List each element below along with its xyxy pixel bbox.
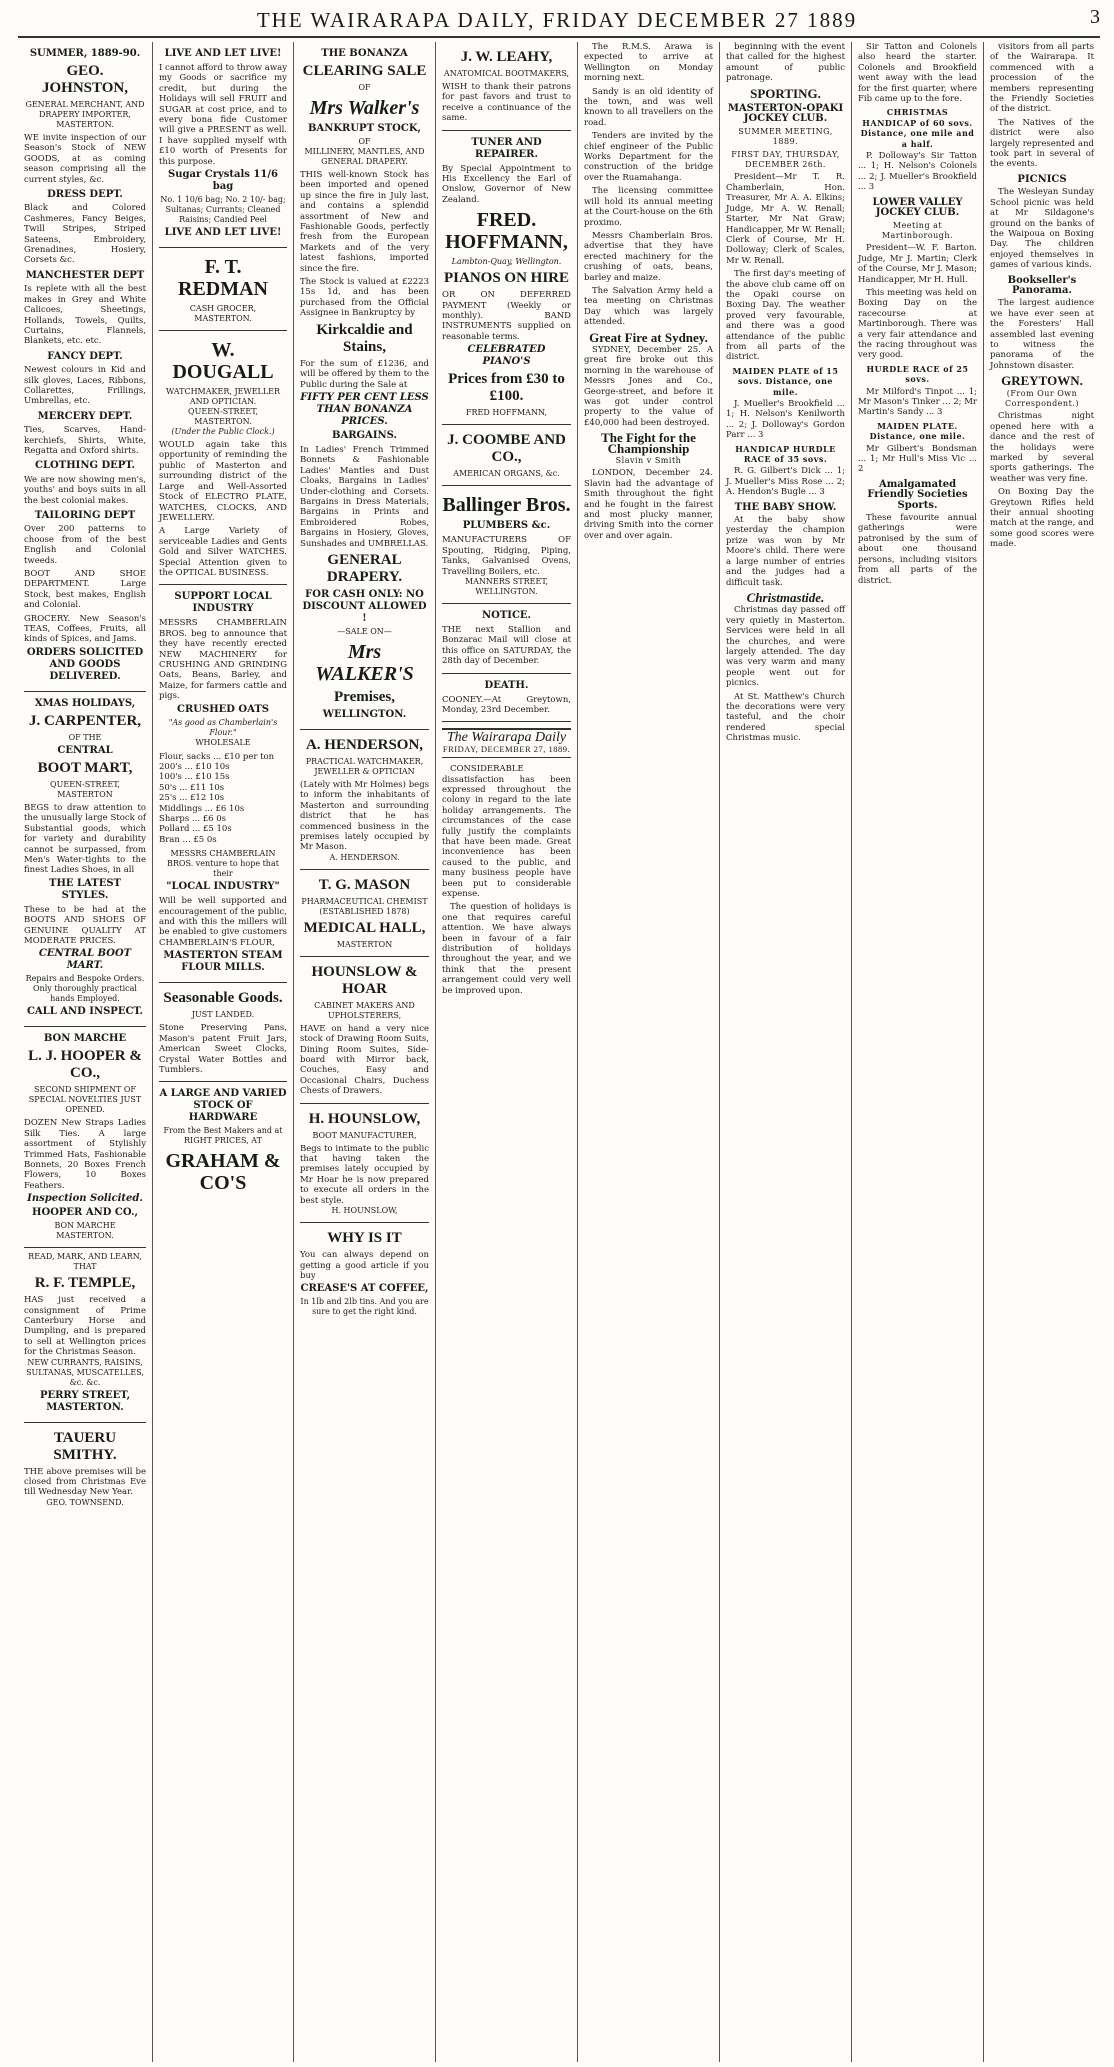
price-row: Sharps ... £6 0s	[159, 814, 227, 825]
ad-title: BOOT MART,	[37, 759, 133, 776]
dept-text: Newest colours in Kid and silk gloves, Laces, Ribbons, Collarettes, Frillings, Umbrellas, etc.	[24, 365, 146, 407]
news-heading: MASTERTON-OPAKI JOCKEY CLUB.	[727, 103, 844, 125]
ad-text: CENTRAL BOOT MART.	[38, 948, 132, 972]
ad-body: OR ON DEFERRED PAYMENT (Weekly or monthly). BAND INSTRUMENTS supplied on reasonable terms.	[442, 290, 571, 342]
news-paragraph: The licensing committee will hold its annual meeting at the Court-house on the 6th proximo.	[584, 186, 713, 228]
ad-body: BEGS to draw attention to the unusually large Stock of Substantial goods, which for variety and durability cannot be surpassed, from Men's Water-tights to the finest Ladies Shoes, in all	[24, 802, 146, 876]
ad-text: HOOPER AND CO.,	[32, 1207, 138, 1219]
column-2	[152, 42, 293, 2062]
ad-carpenter	[24, 692, 146, 1027]
ad-title: PIANOS ON HIRE	[443, 270, 570, 287]
ad-title: GRAHAM & CO'S	[165, 1150, 281, 1195]
ad-subtitle: GENERAL MERCHANT, AND DRAPERY IMPORTER,	[25, 100, 145, 119]
price-row: Pollard ... £5 10s	[159, 824, 232, 835]
ad-text: MESSRS CHAMBERLAIN BROS. venture to hope that their	[167, 849, 279, 879]
ad-subtitle: AMERICAN ORGANS, &c.	[453, 469, 560, 479]
news-paragraph: The R.M.S. Arawa is expected to arrive at Wellington on Monday morning next.	[584, 42, 713, 84]
ad-body: THE above premises will be closed from Christmas Eve till Wednesday New Year.	[24, 1466, 146, 1498]
ad-title: TAUERU SMITHY.	[53, 1429, 117, 1463]
dept-text: Black and Colored Cashmeres, Fancy Beiges, Twill Stripes, Striped Sateens, Embroidery, Grenadines, Hosiery, Corsets &c.	[24, 203, 146, 266]
ad-heading: THE BONANZA	[321, 48, 408, 59]
ad-title: Premises,	[334, 688, 395, 705]
ad-text: MILLINERY, MANTLES, AND GENERAL DRAPERY.	[304, 147, 425, 166]
column-3	[293, 42, 435, 2062]
ad-body: WE invite inspection of our Season's Stock of NEW GOODS, at as coming season comprising all the current styles, &c.	[24, 133, 146, 185]
ad-body: HAS just received a consignment of Prime Canterbury Horse and Dumpling, and is prepared to sell at Wellington prices for the Christmas Season.	[24, 1295, 146, 1358]
editorial-paragraph: The question of holidays is one that requires careful attention. We have always been in favour of a fair distribution of holidays throughout the year, and we think that the present arrangement could very well be improved upon.	[442, 902, 571, 996]
ad-text: OF	[358, 137, 371, 146]
ad-crease	[300, 1223, 429, 1323]
news-heading: LOWER VALLEY JOCKEY CLUB.	[872, 196, 963, 219]
ad-body: HAVE on hand a very nice stock of Drawing Room Suits, Dining Room Suites, Side-board with Mirror back, Couches, Easy and Occasional Chairs, Duchess Chests of Drawers.	[300, 1023, 429, 1097]
dept-text: We are now showing men's, youths' and boys suits in all the best colonial makes.	[24, 474, 146, 506]
ad-redman	[159, 248, 287, 331]
ad-body: Stone Preserving Pans, Mason's patent Fruit Jars, American Sweet Clocks, Crystal Water Bottles and Tumblers.	[159, 1023, 287, 1075]
ad-body: I cannot afford to throw away my Goods or sacrifice my credit, but during the Holidays will sell FRUIT and SUGAR at cost price, and to every bona fide Customer will give a PRESENT as well. I have supplied myself with £10 worth of Presents for this purpose.	[159, 63, 287, 167]
race-results: Mr Gilbert's Bondsman ... 1; Mr Hull's Miss Vic ... 2	[858, 443, 977, 475]
dept-heading: MANCHESTER DEPT	[25, 269, 145, 281]
dept-text: Is replete with all the best makes in Grey and White Calicoes, Sheetings, Hollands, Towels, Quilts, Curtains, Flannels, Blankets, etc. etc.	[24, 284, 146, 347]
news-heading: The Fight for the Championship	[601, 430, 696, 456]
news-paragraph: visitors from all parts of the Wairarapa. It commenced with a procession of the members representing the Friendly Societies of the district.	[990, 42, 1094, 115]
race-results: J. Mueller's Brookfield ... 1; H. Nelson's Kenilworth ... 2; J. Dolloway's Gordon Parr ... 3	[726, 399, 845, 441]
editorial-paragraph: CONSIDERABLE dissatisfaction has been expressed throughout the colony in regard to the late holiday arrangements. The circumstances of the case fully justify the complaints that have been made. Great inconvenience has been caused to the public, and many business people have been put to considerable expense.	[442, 764, 571, 900]
death-text: COONEY.—At Greytown, Monday, 23rd December.	[442, 694, 571, 715]
ad-subtitle: WATCHMAKER, JEWELLER AND OPTICIAN.	[165, 387, 281, 407]
ad-support-local-industry	[159, 585, 287, 983]
editorial-date: FRIDAY, DECEMBER 27, 1889.	[442, 743, 571, 754]
price-row: 100's ... £10 15s	[159, 772, 230, 783]
ad-title: Seasonable Goods.	[163, 990, 283, 1007]
ad-title: T. G. MASON	[318, 876, 411, 893]
flour-price-list	[159, 752, 287, 846]
news-heading: GREYTOWN.	[1001, 373, 1083, 389]
race-title: MAIDEN PLATE. Distance, one mile.	[869, 420, 966, 442]
news-paragraph: Sandy is an old identity of the town, and was well known to all travellers on the road.	[584, 86, 713, 128]
ad-text: CALL AND INSPECT.	[26, 1006, 144, 1018]
news-heading: Christmastide.	[746, 589, 825, 605]
news-subheading: Slavin v Smith	[615, 456, 682, 466]
ad-text: FIFTY PER CENT LESS THAN BONANZA PRICES.	[300, 391, 429, 427]
ad-title: FRED. HOFFMANN,	[445, 209, 568, 254]
news-paragraph: This meeting was held on Boxing Day on the racecourse at Martinborough. There was a very fair attendance and the racing throughout was very good.	[858, 287, 977, 361]
ad-season: SUMMER, 1889-90.	[29, 48, 141, 59]
ad-heading: A LARGE AND VARIED STOCK OF HARDWARE	[159, 1088, 287, 1124]
price-row: 50's ... £11 10s	[159, 782, 225, 793]
ad-hoffmann	[442, 131, 571, 426]
ad-text: MASTERTON.	[56, 1231, 114, 1241]
column-8	[983, 42, 1100, 2062]
ad-body: The Stock is valued at £2223 15s 1d, and has been purchased from the Official Assignee in Bankruptcy by	[300, 277, 429, 319]
news-paragraph: At St. Matthew's Church the decorations were very tasteful, and the choir rendered special Christmas music.	[726, 691, 845, 744]
ad-body: For the sum of £1236, and will be offered by them to the Public during the Sale at	[300, 358, 429, 390]
dept-heading: FANCY DEPT.	[47, 350, 123, 362]
ad-text: MASTERTON STEAM FLOUR MILLS.	[163, 950, 283, 974]
ad-heading: SUPPORT LOCAL INDUSTRY	[174, 591, 272, 615]
ad-leahy	[442, 42, 571, 131]
notice-heading: NOTICE.	[481, 609, 532, 621]
ad-title: A. HENDERSON,	[305, 736, 424, 753]
news-paragraph: These favourite annual gatherings were patronised by the sum of about one thousand persons, including visitors from all parts of the district.	[858, 513, 977, 586]
news-subheading: (From Our Own Correspondent.)	[1005, 388, 1079, 408]
dept-heading: CLOTHING DEPT.	[35, 460, 135, 472]
ad-title: WHY IS IT	[327, 1230, 402, 1247]
ad-subtitle: JUST LANDED.	[191, 1010, 255, 1020]
dept-heading: TAILORING DEPT	[34, 510, 136, 521]
ad-title: R. F. TEMPLE,	[34, 1275, 136, 1292]
news-paragraph: Tenders are invited by the chief engineer of the Public Works Department for the construction of the bridge over the Ruamahanga.	[584, 131, 713, 183]
ad-body: DOZEN New Straps Ladies Silk Ties. A large assortment of Stylishly Trimmed Hats, Fashionable Bonnets, 20 Boxes French Flowers, 10 Boxes Feathers.	[24, 1118, 146, 1191]
news-paragraph: At the baby show yesterday the champion prize was won by Mr Moore's child. There were a large number of entries and the judges had a difficult task.	[726, 515, 845, 588]
page-number: 3	[1090, 6, 1100, 28]
ad-bonanza	[300, 42, 429, 730]
death-notice	[442, 674, 571, 723]
ad-live-and-let-live	[159, 42, 287, 248]
ad-text: Lambton-Quay, Wellington.	[451, 257, 562, 267]
ad-subtitle: CASH GROCER,	[189, 304, 257, 314]
dept-text: GROCERY. New Season's TEAS, Coffees, Fruits, all kinds of Spices, and Jams.	[24, 613, 146, 645]
ad-address: QUEEN-STREET, MASTERTON	[50, 779, 120, 799]
news-paragraph: Messrs Chamberlain Bros. advertise that they have erected machinery for the crushing of oats, beans, barley and maize.	[584, 230, 713, 283]
ad-footer: ORDERS SOLICITED AND GOODS DELIVERED.	[26, 646, 144, 682]
ad-body: Will be well supported and encouragement of the public, and with this the millers will be enabled to give customers CHAMBERLAIN'S FLOUR,	[159, 896, 287, 948]
price-row: 200's ... £10 10s	[159, 762, 230, 772]
ad-text: WHOLESALE	[195, 737, 251, 747]
race-results: R. G. Gilbert's Dick ... 1; J. Mueller's Miss Rose ... 2; A. Hendon's Bugle ... 3	[726, 466, 845, 498]
ad-heading: BON MARCHE	[43, 1033, 127, 1045]
masthead-rule	[18, 36, 1100, 38]
race-results: Mr Milford's Tinpot ... 1; Mr Mason's Tinker ... 2; Mr Martin's Sandy ... 3	[858, 386, 977, 418]
news-paragraph: The Natives of the district were also largely represented and took part in several of the events.	[990, 117, 1094, 170]
ad-text: H. HOUNSLOW,	[331, 1206, 398, 1216]
ad-body: These to be had at the BOOTS AND SHOES OF GENUINE QUALITY AT MODERATE PRICES.	[24, 904, 146, 946]
ad-text: FRED HOFFMANN,	[465, 408, 547, 418]
ad-title: J. W. LEAHY,	[460, 49, 553, 65]
ad-seasonable-goods	[159, 983, 287, 1082]
dept-text: Over 200 patterns to choose from of the best English and Colonial tweeds.	[24, 524, 146, 566]
ad-text: OF THE	[68, 732, 102, 742]
ad-title: Mrs Walker's	[309, 97, 420, 119]
ad-body: MESSRS CHAMBERLAIN BROS. beg to announce that they have recently erected NEW MACHINERY for CRUSHING AND GRINDING Oats, Beans, Barley, and Maize, for farmers cattle and pigs.	[159, 618, 287, 702]
ad-subtitle: ANATOMICAL BOOTMAKERS,	[443, 69, 570, 78]
ad-taueru	[24, 1423, 146, 1514]
section-heading: SPORTING.	[750, 85, 821, 101]
ad-subtitle: PRACTICAL WATCHMAKER, JEWELLER & OPTICIAN	[305, 756, 424, 776]
ad-title: CLEARING SALE	[302, 63, 427, 79]
ad-title: GENERAL DRAPERY.	[326, 551, 403, 585]
ad-title: W. DOUGALL	[172, 339, 274, 384]
ad-body: WISH to thank their patrons for past favors and trust to receive a continuance of the same.	[442, 82, 571, 124]
ad-address: MANNERS STREET, WELLINGTON.	[464, 576, 549, 596]
ad-coombe	[442, 425, 571, 486]
notice-text: THE next Stallion and Bonzarac Mail will close at this office on SATURDAY, the 28th day of December.	[442, 624, 571, 667]
dept-heading: DRESS DEPT.	[47, 189, 123, 201]
ad-title: J. COOMBE AND CO.,	[447, 432, 566, 466]
column-5	[577, 42, 719, 2062]
ad-geo-johnston	[24, 42, 146, 692]
ad-text: CREASE'S AT COFFEE,	[300, 1283, 429, 1295]
ad-body: WOULD again take this opportunity of reminding the public of Masterton and surrounding district of the Large and Well-Assorted Stock of ELECTRO PLATE, WATCHES, CLOCKS, AND JEWELLERY.	[159, 440, 287, 523]
news-paragraph: On Boxing Day the Greytown Rifles held their annual shooting match at the range, and some good scores were made.	[990, 487, 1094, 550]
news-paragraph: Sir Tatton and Colonels also heard the starter. Colonels and Brookfield went away with the lead for the first quarter, where Fib came up to the fore.	[858, 42, 977, 105]
ad-title: Ballinger Bros.	[442, 494, 571, 517]
column-7	[851, 42, 983, 2062]
news-paragraph: LONDON, December 24. Slavin had the advantage of Smith throughout the fight and he fought in the fairest and most plucky manner, driving Smith into the corner over and over again.	[584, 468, 713, 541]
ad-text: Only thoroughly practical hands Employed.	[33, 984, 137, 1004]
news-paragraph: The largest audience we have ever seen at the Foresters' Hall assembled last evening to witness the panorama of the Johnstown disaster.	[990, 298, 1094, 371]
ad-subtitle: PHARMACEUTICAL CHEMIST	[301, 896, 428, 906]
column-4	[435, 42, 577, 2062]
ad-body: MANUFACTURERS OF Spouting, Ridging, Piping, Tanks, Galvanised Ovens, Travelling Boilers, etc.	[442, 535, 571, 577]
ad-body: In Ladies' French Trimmed Bonnets & Fashionable Ladies' Mantles and Dust Cloaks, Bargains in Ladies' Under-clothing and Corsets. Bargains in Dress Materials, Bargains in Prints and Embroidered Robes, Bargains in Hosiery, Gloves, Sunshades and UMBRELLAS.	[300, 444, 429, 549]
column-1	[18, 42, 152, 2062]
price-row: Bran ... £5 0s	[159, 834, 217, 845]
ad-body: You can always depend on getting a good article if you buy	[300, 1250, 429, 1281]
ad-hounslow-hoar	[300, 957, 429, 1104]
ad-text: OF	[358, 83, 371, 92]
ad-town: MASTERTON.	[56, 120, 114, 129]
ad-heading: TUNER AND REPAIRER.	[471, 136, 542, 160]
ad-text: CENTRAL	[57, 744, 113, 756]
ad-text: BARGAINS.	[332, 429, 397, 441]
ad-text: Inspection Solicited.	[27, 1193, 143, 1205]
ad-title: J. CARPENTER,	[28, 712, 142, 729]
notice	[442, 604, 571, 674]
news-paragraph: The Wesleyan Sunday School picnic was held at Mr Sildagone's ground on the banks of the Waipoua on Boxing Day. The children enjoyed themselves in games of various kinds.	[990, 187, 1094, 271]
ad-body: A Large Variety of serviceable Ladies and Gents Gold and Silver WATCHES. Special Attention given to the OPTICAL BUSINESS.	[159, 526, 287, 578]
ad-town: MASTERTON	[336, 939, 393, 949]
ad-henderson	[300, 730, 429, 870]
ad-text: THE LATEST STYLES.	[49, 877, 121, 901]
ad-subtitle: CABINET MAKERS AND UPHOLSTERERS,	[314, 1000, 415, 1020]
news-subheading: Meeting at Martinborough.	[881, 220, 954, 240]
ad-body: THIS well-known Stock has been imported and opened up since the fire in July last, and contains a splendid assortment of New and Fashionable Goods, perfectly fresh from the European Markets and of the very latest fashions, imported since the fire.	[300, 170, 429, 274]
race-title: CHRISTMAS HANDICAP of 60 sovs. Distance, one mile and a half.	[860, 107, 975, 149]
ad-text: GEO. TOWNSEND.	[46, 1497, 124, 1507]
ad-hounslow	[300, 1104, 429, 1223]
ad-text: FOR CASH ONLY: NO DISCOUNT ALLOWED !	[302, 588, 427, 624]
ad-ballinger	[442, 486, 571, 604]
ad-body: (Lately with Mr Holmes) begs to inform the inhabitants of Masterton and surrounding district that he has commenced business in the premises lately occupied by Mr Mason.	[300, 779, 429, 853]
news-paragraph: SYDNEY, December 25. A great fire broke out this morning in the warehouse of Messrs Jones and Co., George-street, and before it was got under control property to the value of £40,000 had been destroyed.	[584, 344, 713, 428]
ad-mason	[300, 870, 429, 957]
dept-heading: MERCERY DEPT.	[37, 410, 133, 422]
news-heading: THE BABY SHOW.	[734, 501, 837, 513]
race-title: HANDICAP HURDLE RACE of 35 sovs.	[735, 443, 836, 465]
ad-body: Begs to intimate to the public that having taken the premises lately occupied by Mr Hoar he is now prepared to execute all orders in the best style.	[300, 1143, 429, 1206]
ad-text: In 1lb and 2lb tins. And you are sure to get the right kind.	[300, 1297, 429, 1317]
news-paragraph: The Salvation Army held a tea meeting on Christmas Day which was largely attended.	[584, 285, 713, 328]
ad-text: CELEBRATED PIANO'S	[467, 344, 546, 368]
race-results: P. Dolloway's Sir Tatton ... 1; H. Nelson's Colonels ... 2; J. Mueller's Brookfield ... 3	[858, 151, 977, 193]
race-title: MAIDEN PLATE of 15 sovs. Distance, one mile.	[732, 365, 839, 397]
ad-bon-marche	[24, 1027, 146, 1248]
news-paragraph: beginning with the event that called for the highest amount of public patronage.	[726, 42, 845, 84]
ad-title: Kirkcaldie and Stains,	[316, 321, 413, 355]
ad-subtitle: BOOT MANUFACTURER,	[312, 1130, 417, 1140]
ad-subtitle: SECOND SHIPMENT OF SPECIAL NOVELTIES JUST OPENED.	[28, 1085, 142, 1115]
ad-title: HOUNSLOW & HOAR	[311, 963, 418, 997]
ad-title: Prices from £30 to £100.	[448, 371, 565, 405]
ad-text: —SALE ON—	[337, 626, 392, 636]
ad-text: BANKRUPT STOCK,	[307, 123, 422, 134]
editorial-title: The Wairarapa Daily	[446, 730, 567, 746]
ad-text: "LOCAL INDUSTRY"	[166, 881, 280, 893]
ad-address: QUEEN-STREET, MASTERTON.	[188, 407, 258, 427]
ad-title: F. T. REDMAN	[178, 256, 268, 301]
ad-title: L. J. HOOPER & CO.,	[28, 1048, 142, 1082]
ad-title: MEDICAL HALL,	[303, 919, 426, 936]
price-row: 25's ... £12 10s	[159, 793, 225, 804]
ad-text: Repairs and Bespoke Orders.	[25, 974, 145, 984]
ad-heading: LIVE AND LET LIVE!	[164, 227, 282, 239]
race-title: HURDLE RACE of 25 sovs.	[866, 363, 969, 385]
death-heading: DEATH.	[484, 679, 529, 691]
ad-title: H. HOUNSLOW,	[308, 1110, 421, 1127]
news-heading: PICNICS	[1017, 173, 1067, 185]
ad-text: BON MARCHE	[54, 1221, 116, 1231]
ad-text: From the Best Makers and at RIGHT PRICES, AT	[163, 1126, 283, 1146]
masthead	[0, 0, 1114, 38]
column-6	[719, 42, 851, 2062]
news-paragraph: The first day's meeting of the above club came off on the Opaki course on Boxing Day. The weather proved very favourable, and there was a good attendance of the public from all parts of the district.	[726, 269, 845, 363]
price-row: Flour, sacks ... £10 per ton	[159, 751, 275, 762]
newspaper-title: THE WAIRARAPA DAILY, FRIDAY DECEMBER 27 1889	[256, 8, 858, 32]
ad-title: GEO. JOHNSTON,	[42, 63, 128, 96]
news-paragraph: Christmas day passed off very quietly in Masterton. Services were held in all the churches, and were largely attended. The day was very warm and many people went out for picnics.	[726, 605, 845, 689]
ad-text: NEW CURRANTS, RAISINS, SULTANAS, MUSCATELLES, &c. &c.	[26, 1357, 144, 1387]
ad-body: By Special Appointment to His Excellency the Earl of Onslow, Governor of New Zealand.	[442, 163, 571, 205]
ad-text: PERRY STREET, MASTERTON.	[39, 1389, 131, 1413]
ad-heading: READ, MARK, AND LEARN, THAT	[28, 1252, 142, 1272]
dept-text: Ties, Scarves, Hand-kerchiefs, Shirts, White, Regatta and Oxford shirts.	[24, 425, 146, 456]
news-heading: Bookseller's Panorama.	[1007, 274, 1077, 296]
ad-text: (Under the Public Clock.)	[171, 427, 275, 437]
news-heading: Great Fire at Sydney.	[589, 329, 708, 345]
news-heading: Amalgamated Friendly Societies Sports.	[867, 478, 968, 511]
ad-heading: XMAS HOLIDAYS,	[34, 697, 136, 709]
ad-subtitle: PLUMBERS &c.	[462, 520, 551, 532]
ad-heading: LIVE AND LET LIVE!	[164, 48, 282, 59]
price-row: Middlings ... £6 10s	[159, 803, 245, 814]
ad-text: A. HENDERSON.	[329, 852, 400, 862]
news-subheading: SUMMER MEETING, 1889.	[738, 126, 833, 147]
ad-dougall	[159, 331, 287, 585]
editorial-masthead	[442, 728, 571, 758]
ad-text: WELLINGTON.	[322, 708, 407, 720]
news-subheading: FIRST DAY, THURSDAY, DECEMBER 26th.	[731, 149, 840, 170]
ad-temple	[24, 1248, 146, 1422]
ad-text: Sugar Crystals 11/6 bag	[168, 169, 278, 193]
ad-text: "As good as Chamberlain's Flour."	[168, 717, 278, 737]
ad-graham	[159, 1082, 287, 1204]
dept-text: BOOT AND SHOE DEPARTMENT. Large Stock, best makes, English and Colonial.	[24, 569, 146, 611]
news-paragraph: President—W. F. Barton. Judge, Mr J. Martin; Clerk of the Course, Mr J. Mason; Handicapper, Mr H. Hull.	[858, 243, 977, 285]
news-paragraph: President—Mr T. R. Chamberlain, Hon. Treasurer, Mr A. A. Elkins; Judge, Mr A. W. Renall; Starter, Mr Nat Graw; Handicapper, Mr W. Renall; Clerk of Course, Mr H. Dolloway; Clerk of Scales, Mr W. Renall.	[726, 172, 845, 266]
ad-title: Mrs WALKER'S	[315, 640, 414, 685]
ad-town: MASTERTON.	[194, 314, 252, 324]
ad-text: No. 1 10/6 bag; No. 2 10/- bag; Sultanas; Currants; Cleaned Raisins; Candied Peel	[160, 195, 286, 225]
news-paragraph: Christmas night opened here with a dance and the rest of the holidays were marked by several sports gatherings. The weather was very fine.	[990, 411, 1094, 484]
ad-text: CRUSHED OATS	[176, 703, 270, 715]
ad-text: (ESTABLISHED 1878)	[319, 906, 410, 916]
